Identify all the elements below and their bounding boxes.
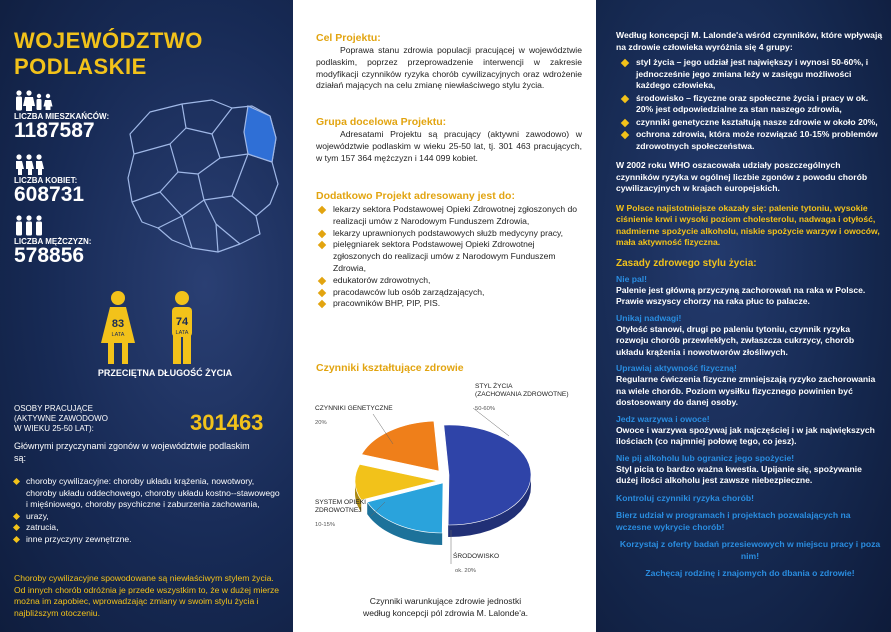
residents-label: LICZBA MIESZKAŃCÓW: [14, 112, 110, 121]
pie-slice-value: 20% [315, 420, 327, 426]
right-panel [596, 0, 891, 632]
bullet-diamond-icon [318, 277, 326, 285]
pie-slice-label: CZYNNIKI GENETYCZNE [315, 405, 393, 412]
rule-heading: Nie pij alkoholu lub ogranicz jego spożycie! [616, 452, 795, 463]
list-item [616, 57, 884, 92]
men-label: LICZBA MĘŻCZYZN: [14, 237, 92, 246]
rule-text: Otyłość stanowi, drugi po paleniu tytoniu, czynnik ryzyka rozwoju chorób przewlekłych, zwłaszcza cukrzycy, chorób układu krążenia i nowotworów złośliwych. [616, 323, 855, 357]
list-item [14, 511, 282, 523]
list-item [14, 476, 282, 511]
target-heading: Grupa docelowa Projektu: [316, 116, 447, 128]
women-value: 608731 [14, 183, 85, 206]
who-text: W 2002 roku WHO oszacowała udziały poszczególnych czynników ryzyka w ogólnej liczbie zgonów z powodu chorób cywilizacyjnych w krajach europejskich. [616, 160, 868, 193]
women-label: LICZBA KOBIET: [14, 176, 78, 185]
list-item [616, 117, 884, 129]
men-value: 578856 [14, 244, 85, 267]
causes-list [14, 476, 282, 545]
poland-map-icon [120, 92, 285, 262]
pie-slice-label: SYSTEM OPIEKI [315, 499, 366, 506]
bullet-diamond-icon [621, 131, 629, 139]
right-content [616, 30, 884, 580]
region-title [14, 28, 203, 80]
list-item [316, 275, 582, 287]
region-title-line2: PODLASKIE [14, 54, 147, 79]
pie-slice-value: 10-15% [315, 522, 335, 528]
region-title-line1: WOJEWÓDZTWO [14, 28, 203, 53]
male-years-unit: LATA [175, 330, 189, 336]
group-text: czynniki genetyczne kształtują nasze zdrowie w około 20%, [636, 116, 878, 127]
bullet-diamond-icon [13, 524, 20, 531]
pie-slice-label: STYL ŻYCIA [475, 383, 513, 390]
residents-value: 1187587 [14, 119, 95, 142]
additional-heading: Dodatkowo Projekt adresowany jest do: [316, 190, 515, 202]
workers-value: 301463 [190, 410, 264, 435]
pie-slice-label: ZDROWOTNEJ [315, 507, 362, 514]
residents-people-icon [14, 90, 60, 112]
additional-list [316, 204, 582, 310]
female-years: 83 [111, 318, 125, 330]
rule-heading: Nie pal! [616, 273, 648, 284]
bullet-diamond-icon [621, 94, 629, 102]
list-item [316, 228, 582, 240]
rule-heading: Unikaj nadwagi! [616, 312, 682, 323]
list-item [316, 204, 582, 228]
additional-text: lekarzy sektora Podstawowej Opieki Zdrowotnej zgłoszonych do realizacji umów z Narodowym Funduszem Zdrowia, [333, 204, 578, 226]
rules-heading: Zasady zdrowego stylu życia: [616, 257, 757, 269]
chart-caption-line2: według koncepcji pól zdrowia M. Lalonde'a. [362, 607, 529, 618]
cta-text: Bierz udział w programach i projektach pozwalających na wczesne wykrycie chorób! [616, 510, 851, 532]
male-years: 74 [175, 316, 189, 328]
additional-text: pracodawców lub osób zarządzających, [333, 286, 485, 297]
workers-label [14, 404, 164, 434]
group-text: ochrona zdrowia, która może rozwiązać 10-15% problemów zdrowotnych społeczeństwa. [636, 129, 878, 151]
pie-slice-label: (ZACHOWANIA ZDROWOTNE) [475, 391, 569, 398]
bullet-diamond-icon [318, 241, 326, 249]
pie-slice-label: ŚRODOWISKO [453, 553, 500, 560]
additional-text: lekarzy uprawnionych podstawowych służb medycyny pracy, [333, 227, 564, 238]
bullet-diamond-icon [318, 288, 326, 296]
additional-text: pracowników BHP, PIP, PIS. [333, 298, 441, 309]
life-expectancy-label: PRZECIĘTNA DŁUGOŚĆ ŻYCIA [97, 368, 233, 378]
bullet-diamond-icon [318, 229, 326, 237]
rule-text: Regularne ćwiczenia fizyczne zmniejszają ryzyko zachorowania na wiele chorób. Poziom wysiłku fizycznego powinien być dostosowany do danej osoby. [616, 374, 876, 407]
cause-text: urazy, [26, 510, 49, 521]
middle-panel [293, 0, 596, 632]
bullet-diamond-icon [13, 478, 20, 485]
bullet-diamond-icon [13, 512, 20, 519]
target-text: Adresatami Projektu są pracujący (aktywni zawodowo) w województwie podlaskim w wieku 25-50 lat, tj. 301 463 pracujących, w tym 157 364 mężczyzn i 144 099 kobiet. [316, 129, 582, 163]
target-section [316, 116, 582, 164]
group-text: styl życia – jego udział jest największy i wynosi 50-60%, i jednocześnie jego zmiana leży w zasięgu możliwości każdego człowieka, [636, 57, 869, 90]
rule-text: Owoce i warzywa spożywaj jak najczęściej i w jak największych ilościach (co najmniej połowę tego, co jesz). [616, 424, 875, 446]
additional-text: pielęgniarek sektora Podstawowej Opieki Zdrowotnej zgłoszonych do realizacji umów z Narodowym Funduszem Zdrowia, [333, 239, 556, 273]
causes-note: Choroby cywilizacyjne spowodowane są niewłaściwym stylem życia. Od innych chorób odróżnia je przede wszystkim to, że w dużej mierze można im zapobiec, wprowadzając zmiany w swoim stylu życia i najbliższym otoczeniu. [14, 573, 280, 618]
lalonde-intro: Według koncepcji M. Lalonde'a wśród czynników, które wpływają na zdrowie człowieka wyróżnia się 4 grupy: [616, 30, 883, 52]
bullet-diamond-icon [621, 118, 629, 126]
pie-slice [362, 421, 439, 471]
cta-text: Korzystaj z oferty badań przesiewowych w miejscu pracy i poza nim! [619, 539, 881, 561]
chart-heading: Czynniki kształtujące zdrowie [316, 362, 464, 374]
chart-caption-line1: Czynniki warunkujące zdrowie jednostki [369, 596, 522, 606]
women-icon [14, 154, 60, 176]
bullet-diamond-icon [318, 206, 326, 214]
cta-text: Kontroluj czynniki ryzyka chorób! [616, 492, 754, 503]
podlaskie-highlight [244, 106, 276, 162]
additional-section [316, 190, 582, 310]
list-item [316, 298, 582, 310]
causes-intro: Głównymi przyczynami zgonów w województwie podlaskim są: [14, 441, 250, 463]
left-panel [0, 0, 293, 632]
pie-slice-value: 50-60% [475, 406, 495, 412]
chart-caption [323, 596, 568, 619]
cause-text: inne przyczyny zewnętrzne. [26, 533, 132, 544]
health-factors-pie-chart [313, 380, 581, 590]
men-icon [14, 215, 60, 237]
list-item [14, 534, 282, 546]
bullet-diamond-icon [318, 300, 326, 308]
list-item [616, 93, 884, 116]
goal-text: Poprawa stanu zdrowia populacji pracującej w województwie podlaskim, poprzez przeprowadzenie interwencji w zakresie modyfikacji czynników ryzyka chorób cywilizacyjnych oraz wdrożenie działań mających na celu zmianę niewłaściwego stylu życia. [316, 45, 582, 91]
additional-text: edukatorów zdrowotnych, [333, 274, 431, 285]
group-text: środowisko – fizyczne oraz społeczne życia i pracy w ok. 20% jest odpowiedzialne za stan naszego zdrowia, [636, 92, 869, 114]
workers-label-line2: (AKTYWNE ZAWODOWO [14, 414, 108, 423]
workers-label-line3: W WIEKU 25-50 LAT): [14, 424, 94, 433]
rule-text: Palenie jest główną przyczyną zachorowań na raka w Polsce. Prawie wszyscy chorzy na raka płuc to palacze. [616, 284, 866, 306]
list-item [14, 522, 282, 534]
poland-text: W Polsce najistotniejsze okazały się: palenie tytoniu, wysokie ciśnienie krwi i wysoki poziom cholesterolu, nadwaga i otyłość, nadmierne spożycie alkoholu, niskie spożycie warzyw i owoców, mała aktywność fizyczna. [616, 202, 880, 247]
goal-heading: Cel Projektu: [316, 32, 381, 44]
cta-text: Zachęcaj rodzinę i znajomych do dbania o zdrowie! [645, 568, 855, 578]
list-item [616, 129, 884, 152]
goal-section [316, 32, 582, 92]
rule-text: Styl picia to bardzo ważna kwestia. Upijanie się, spożywanie dużej ilości alkoholu jest zawsze niebezpieczne. [616, 463, 862, 485]
list-item [316, 239, 582, 274]
factor-groups-list [616, 57, 884, 152]
bullet-diamond-icon [621, 59, 629, 67]
bullet-diamond-icon [13, 535, 20, 542]
cause-text: choroby cywilizacyjne: choroby układu krążenia, nowotwory, choroby układu oddechowego, choroby układu kostno--stawowego i mięśniowego, choroby psychiczne i zaburzenia zachowania, [26, 476, 280, 509]
workers-label-line1: OSOBY PRACUJĄCE [14, 404, 93, 413]
pie-slice-value: ok. 20% [455, 568, 476, 574]
female-years-unit: LATA [111, 332, 125, 338]
male-figure-icon [168, 290, 196, 366]
rule-heading: Jedz warzywa i owoce! [616, 413, 710, 424]
rule-heading: Uprawiaj aktywność fizyczną! [616, 363, 737, 373]
list-item [316, 287, 582, 299]
cause-text: zatrucia, [26, 522, 59, 532]
